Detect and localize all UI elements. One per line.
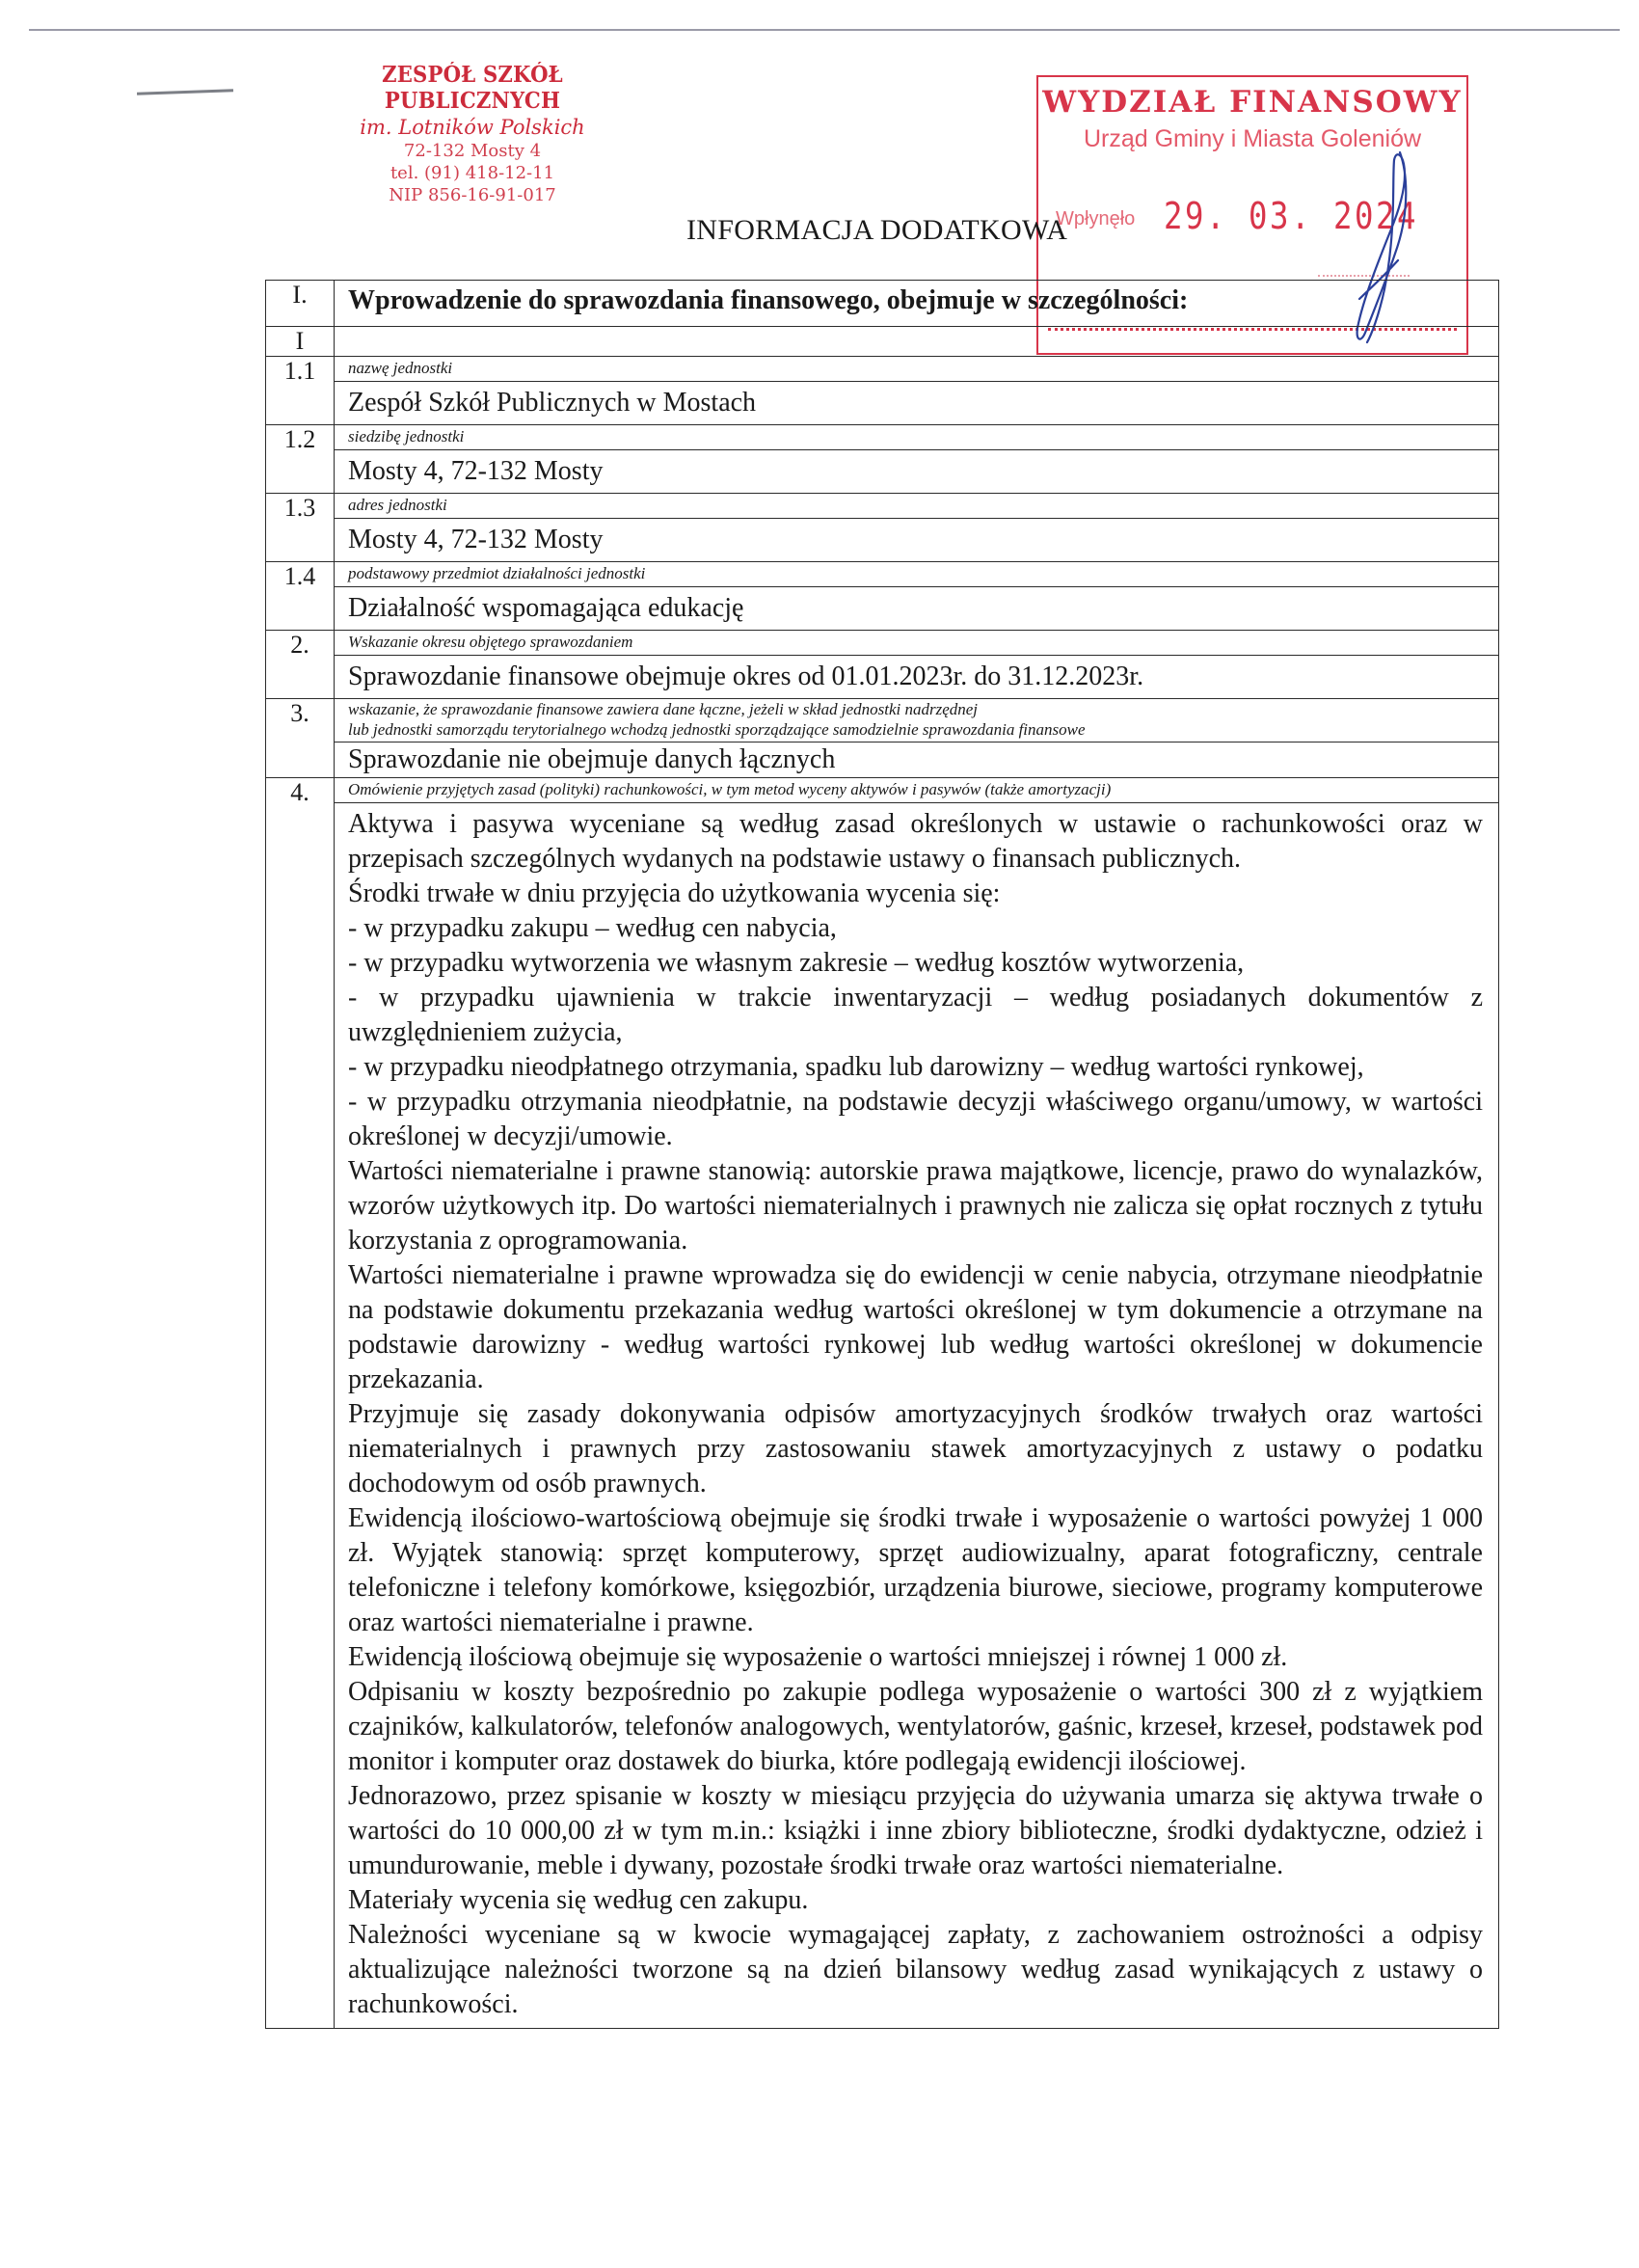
- table-row-value: [266, 803, 1499, 2029]
- pen-mark: [137, 89, 233, 94]
- blank-row: [266, 327, 1499, 357]
- row-label: nazwę jednostki: [335, 357, 1499, 382]
- policy-paragraph: - w przypadku wytworzenia we własnym zakresie – według kosztów wytworzenia,: [348, 948, 1245, 978]
- school-stamp: [289, 62, 656, 205]
- policy-paragraph: Aktywa i pasywa wyceniane są według zasad określonych w ustawie o rachunkowości oraz w przepisach szczególnych wydanych na podstawie ustawy o finansach publicznych.: [348, 809, 1483, 874]
- policy-paragraph: Należności wyceniane są w kwocie wymagającej zapłaty, z zachowaniem ostrożności a odpisy aktualizujące należności tworzone są na dzień bilansowy według zasad wynikających z ustawy o rachunkowości.: [348, 1920, 1483, 2019]
- policy-paragraph: Wartości niematerialne i prawne wprowadza się do ewidencji w cenie nabycia, otrzymane nieodpłatnie na podstawie dokumentu przekazania według wartości określonej w tym dokumencie a otrzymane na podstawie darowizny - według wartości rynkowej lub według wartości określonej w dokumencie przekazania.: [348, 1260, 1483, 1394]
- policy-paragraph: - w przypadku zakupu – według cen nabycia,: [348, 913, 837, 943]
- school-stamp-patron: im. Lotników Polskich: [360, 116, 585, 139]
- table-row-value: [266, 742, 1499, 778]
- table-row-label: [266, 425, 1499, 450]
- school-stamp-address: 72-132 Mosty 4: [403, 141, 542, 161]
- table-row-label: [266, 494, 1499, 519]
- unit-activity-value: Działalność wspomagająca edukację: [335, 587, 1499, 631]
- document-title: INFORMACJA DODATKOWA: [686, 214, 1068, 246]
- unit-name-value: Zespół Szkół Publicznych w Mostach: [335, 382, 1499, 425]
- row-number: 1.4: [266, 562, 335, 631]
- blank-row-cell: [335, 327, 1499, 357]
- row-number: 1.2: [266, 425, 335, 494]
- combined-data-value: Sprawozdanie nie obejmuje danych łącznych: [335, 742, 1499, 778]
- policy-paragraph: Wartości niematerialne i prawne stanowią: autorskie prawa majątkowe, licencje, prawo do wynalazków, wzorów użytkowych itp. Do wartości niematerialnych i prawnych nie zalicza się opłat rocznych z tytułu korzystania z oprogramowania.: [348, 1156, 1483, 1256]
- policy-paragraph: Środki trwałe w dniu przyjęcia do użytkowania wycenia się:: [348, 878, 1001, 908]
- row-number: 1.1: [266, 357, 335, 425]
- policy-paragraph: - w przypadku otrzymania nieodpłatnie, na podstawie decyzji właściwego organu/umowy, w wartości określonej w decyzji/umowie.: [348, 1087, 1483, 1151]
- row-label: siedzibę jednostki: [335, 425, 1499, 450]
- row-label: adres jednostki: [335, 494, 1499, 519]
- row-label: Wskazanie okresu objętego sprawozdaniem: [335, 631, 1499, 656]
- section-heading-row: [266, 281, 1499, 327]
- table-row-value: [266, 519, 1499, 562]
- table-row-label: [266, 631, 1499, 656]
- school-stamp-name: ZESPÓŁ SZKÓŁ PUBLICZNYCH: [382, 62, 563, 114]
- policy-paragraph: Przyjmuje się zasady dokonywania odpisów amortyzacyjnych środków trwałych oraz wartości niematerialnych i prawnych przy zastosowaniu stawek amortyzacyjnych z ustawy o podatku dochodowym od osób prawnych.: [348, 1399, 1483, 1498]
- table-row-label: [266, 357, 1499, 382]
- school-stamp-phone: tel. (91) 418-12-11: [390, 163, 555, 183]
- policy-paragraph: Jednorazowo, przez spisanie w koszty w miesiącu przyjęcia do używania umarza się aktywa trwałe o wartości do 10 000,00 zł w tym m.in.: książki i inne zbiory biblioteczne, środki dydaktyczne, odzież i umundurowanie, meble i dywany, pozostałe środki trwałe oraz wartości niematerialne.: [348, 1781, 1483, 1880]
- row-label: [335, 699, 1499, 742]
- policy-paragraph: Ewidencją ilościową obejmuje się wyposażenie o wartości mniejszej i równej 1 000 zł.: [348, 1642, 1288, 1672]
- school-stamp-nip: NIP 856-16-91-017: [389, 185, 556, 205]
- unit-seat-value: Mosty 4, 72-132 Mosty: [335, 450, 1499, 494]
- finance-stamp-title: WYDZIAŁ FINANSOWY: [1042, 85, 1463, 120]
- table-row-label: [266, 699, 1499, 742]
- table-row-value: [266, 587, 1499, 631]
- row-label: Omówienie przyjętych zasad (polityki) rachunkowości, w tym metod wyceny aktywów i pasywów (także amortyzacji): [335, 778, 1499, 803]
- row-label: podstawowy przedmiot działalności jednostki: [335, 562, 1499, 587]
- row-number: 4.: [266, 778, 335, 2029]
- table-row-value: [266, 450, 1499, 494]
- finance-stamp-office: Urząd Gminy i Miasta Goleniów: [1083, 125, 1422, 152]
- info-table: [265, 280, 1499, 2029]
- row-label-line: lub jednostki samorządu terytorialnego wchodzą jednostki sporządzające samodzielnie sprawozdania finansowe: [348, 720, 1086, 739]
- unit-address-value: Mosty 4, 72-132 Mosty: [335, 519, 1499, 562]
- accounting-policy-text: [335, 803, 1499, 2029]
- row-number: 2.: [266, 631, 335, 699]
- section-heading: Wprowadzenie do sprawozdania finansowego, obejmuje w szczególności:: [335, 281, 1499, 327]
- table-row-value: [266, 656, 1499, 699]
- row-number: 3.: [266, 699, 335, 778]
- policy-paragraph: - w przypadku nieodpłatnego otrzymania, spadku lub darowizny – według wartości rynkowej,: [348, 1052, 1364, 1082]
- policy-paragraph: Materiały wycenia się według cen zakupu.: [348, 1885, 809, 1915]
- row-label-line: wskazanie, że sprawozdanie finansowe zawiera dane łączne, jeżeli w skład jednostki nadrzędnej: [348, 700, 979, 718]
- row-number: 1.3: [266, 494, 335, 562]
- reporting-period-value: Sprawozdanie finansowe obejmuje okres od 01.01.2023r. do 31.12.2023r.: [335, 656, 1499, 699]
- section-number: I.: [266, 281, 335, 327]
- blank-row-number: I: [266, 327, 335, 357]
- table-row-label: [266, 778, 1499, 803]
- page-top-rule: [29, 29, 1620, 31]
- policy-paragraph: Ewidencją ilościowo-wartościową obejmuje się środki trwałe i wyposażenie o wartości powyżej 1 000 zł. Wyjątek stanowią: sprzęt komputerowy, sprzęt audiowizualny, aparat fotograficzny, centrale telefoniczne i telefony komórkowe, księgozbiór, urządzenia biurowe, sieciowe, programy komputerowe oraz wartości niematerialne i prawne.: [348, 1503, 1483, 1637]
- table-row-label: [266, 562, 1499, 587]
- table-row-value: [266, 382, 1499, 425]
- policy-paragraph: - w przypadku ujawnienia w trakcie inwentaryzacji – według posiadanych dokumentów z uwzględnieniem zużycia,: [348, 983, 1483, 1047]
- finance-stamp-received-label: Wpłynęło: [1056, 208, 1136, 230]
- finance-stamp-date: 29. 03. 2024: [1164, 195, 1418, 237]
- policy-paragraph: Odpisaniu w koszty bezpośrednio po zakupie podlega wyposażenie o wartości 300 zł z wyjątkiem czajników, kalkulatorów, telefonów analogowych, wentylatorów, gaśnic, krzeseł, krzeseł, podstawek pod monitor i komputer oraz dostawek do biurka, które podlegają ewidencji ilościowej.: [348, 1677, 1483, 1776]
